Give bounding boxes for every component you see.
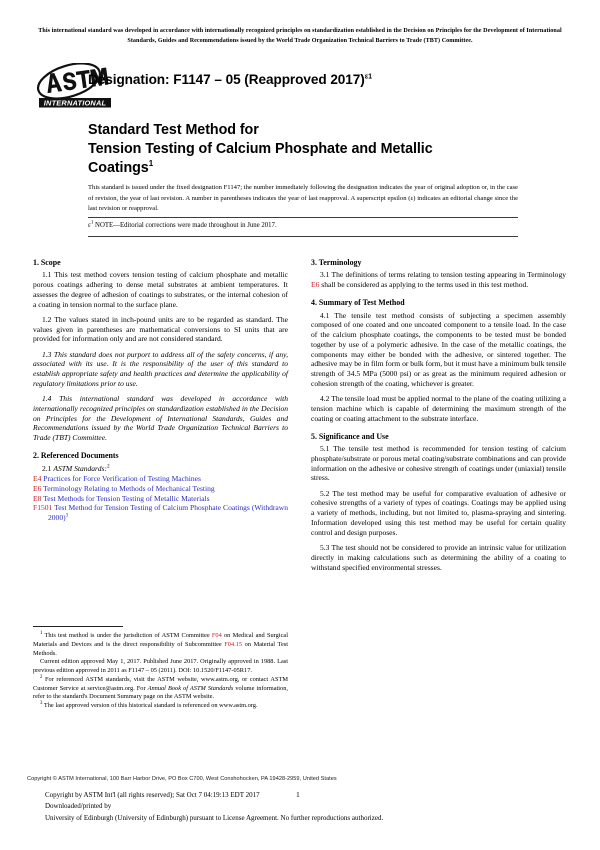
footnote-2-italic: Annual Book of ASTM Standards	[147, 684, 234, 692]
subheading-astm-standards	[33, 464, 288, 474]
divider-below-note	[88, 236, 518, 237]
paragraph-1-4: 1.4 This international standard was developed in accordance with internationally recognized principles on standardization established in the Decision on Principles for the Development of International Standards, Guides and Recommendations issued by the World Trade Organization Technical Barriers to Trade (TBT) Committee.	[33, 394, 288, 443]
fixed-designation-note: This standard is issued under the fixed designation F1147; the number immediately following the designation indicates the year of original adoption or, in the case of revision, the year of last revision. A number in parentheses indicates the year of last reapproval. A superscript epsilon (ε) indicates an editorial change since the last revision or reapproval.	[88, 184, 518, 213]
footnote-3-marker: 3	[40, 700, 43, 706]
section-heading-terminology: 3. Terminology	[311, 258, 362, 267]
designation-row	[33, 63, 567, 111]
title-line-1: Standard Test Method for	[88, 122, 259, 138]
license-line-3: University of Edinburgh (University of Edinburgh) pursuant to License Agreement. No further reproductions authorized.	[45, 813, 384, 822]
reference-id-e4[interactable]: E4	[33, 473, 42, 483]
svg-text:INTERNATIONAL: INTERNATIONAL	[43, 98, 107, 108]
footnote-divider	[33, 626, 123, 627]
paragraph-1-1: 1.1 This test method covers tension testing of calcium phosphate and metallic porous coatings adhering to dense metal substrates at ambient temperatures. It assesses the degree of adhesion of coatings to substrates, or the internal cohesion of a coating in tension normal to the surface plane.	[33, 270, 288, 309]
section-heading-significance: 5. Significance and Use	[311, 431, 389, 441]
footnote-1-part3: on Material Test Methods.	[33, 640, 288, 657]
subheading-footnote-marker: 2	[106, 463, 110, 470]
reference-link-e6-inline[interactable]: E6	[311, 280, 320, 289]
footnote-2	[33, 676, 288, 702]
license-line-2: Downloaded/printed by	[45, 802, 112, 811]
paragraph-3-1-after: shall be considered as applying to the terms used in this test method.	[319, 280, 529, 289]
paragraph-5-2: 5.2 The test method may be useful for comparative evaluation of adhesive or cohesive strengths of a variety of types of coatings. Coatings may be applied using a variety of methods, including, but not limited to, plasma-spraying and sintering. Information developed using this test method may be useful for certain quality control and design purposes.	[311, 488, 566, 537]
footnote-2-part1: For referenced ASTM standards, visit the ASTM website, www.astm.org, or contact ASTM Customer Service at service@astm.org. For	[33, 675, 288, 692]
footnotes-block	[33, 632, 288, 711]
title-line-2: Tension Testing of Calcium Phosphate and Metallic	[88, 140, 433, 157]
subheading-italic-label: ASTM Standards:	[53, 463, 107, 473]
footnote-3-text: The last approved version of this historical standard is referenced on www.astm.org.	[42, 702, 258, 709]
page-number: 1	[296, 790, 300, 799]
footnote-1	[33, 632, 288, 658]
reference-link-e8[interactable]	[33, 494, 288, 504]
designation-text	[88, 72, 372, 87]
paragraph-4-2: 4.2 The tensile load must be applied normal to the plane of the coating utilizing a tension machine which is capable of determining the maximum strength of the coating or coating attachment to the substrate interface.	[311, 394, 566, 423]
divider-above-note	[88, 217, 518, 218]
committee-link-f04[interactable]: F04	[211, 632, 222, 639]
reference-link-f1501[interactable]	[33, 503, 288, 523]
reference-link-e6[interactable]	[33, 484, 288, 494]
referenced-standards-list	[33, 474, 288, 523]
reference-footnote-marker-f1501: 3	[65, 512, 69, 519]
copyright-notice: Copyright © ASTM International, 100 Barr Harbor Drive, PO Box C700, West Conshohocken, PA 19428-2959, United States	[27, 776, 337, 782]
license-block	[45, 790, 545, 824]
footnote-1-marker: 1	[40, 630, 43, 636]
designation-superscript: ε1	[364, 71, 373, 81]
section-heading-scope: 1. Scope	[33, 258, 61, 267]
section-heading-summary: 4. Summary of Test Method	[311, 298, 405, 308]
title-line-3: Coatings	[88, 159, 149, 176]
reference-text-e6[interactable]: Terminology Relating to Methods of Mechanical Testing	[41, 483, 215, 493]
paragraph-4-1: 4.1 The tensile test method consists of subjecting a specimen assembly composed of one coated and one uncoated component to a tensile load. In the case of the calcium phosphate coatings, the components to be tested must be bonded together by use of a polymeric adhesive. In the case of the metallic coatings, the components may either be bonded with the adhesive, or sintered together. The adhesive may be in film form or bulk form, but it must have a minimum bulk tensile strength of 34.5 MPa (5000 psi) or as great as the minimum required adhesion or cohesion strength of the coating, whichever is greater.	[311, 310, 566, 388]
footnote-2-part2: volume information, refer to the standard's Document Summary page on the ASTM website.	[33, 684, 288, 701]
subcommittee-link-f0415[interactable]: F04.15	[224, 640, 243, 648]
paragraph-5-3: 5.3 The test should not be considered to provide an intrinsic value for utilization directly in making calculations such as determining the ability of a coating to withstand specified environmental stresses.	[311, 543, 566, 572]
editorial-note-marker: ε	[88, 222, 91, 229]
editorial-note-text: NOTE—Editorial corrections were made throughout in June 2017.	[93, 222, 277, 229]
footnote-edition-info: Current edition approved May 1, 2017. Published June 2017. Originally approved in 1988. Last previous edition approved in 2011 as F1147 – 05 (2011). DOI: 10.1520/F1147-05R17.	[33, 658, 288, 674]
subheading-number: 2.1	[42, 463, 54, 473]
left-column	[33, 258, 288, 523]
editorial-note-marker-sup: 1	[90, 220, 94, 226]
page-title	[88, 121, 518, 178]
reference-id-f1501[interactable]: F1501	[33, 503, 53, 513]
reference-text-e8[interactable]: Test Methods for Tension Testing of Metallic Materials	[41, 493, 210, 503]
footnote-1-part1: This test method is under the jurisdiction of ASTM Committee	[42, 632, 212, 639]
designation-label: Designation: F1147 – 05 (Reapproved 2017)	[88, 72, 365, 87]
reference-id-e6[interactable]: E6	[33, 483, 42, 493]
footnote-2-marker: 2	[40, 674, 43, 680]
right-column	[311, 258, 566, 572]
footnote-3	[33, 702, 288, 711]
title-footnote-marker: 1	[148, 158, 154, 168]
reference-text-e4[interactable]: Practices for Force Verification of Testing Machines	[41, 473, 201, 483]
paragraph-3-1	[311, 270, 566, 290]
editorial-note	[88, 221, 518, 231]
paragraph-1-3: 1.3 This standard does not purport to address all of the safety concerns, if any, associated with its use. It is the responsibility of the user of this standard to establish appropriate safety and health practices and determine the applicability of regulatory limitations prior to use.	[33, 349, 288, 388]
tbt-banner: This international standard was developed in accordance with internationally recognized principles on standardization established in the Decision on Principles for the Development of International Standards, Guides and Recommendations issued by the World Trade Organization Technical Barriers to Trade (TBT) Committee.	[38, 28, 562, 44]
license-line-1: Copyright by ASTM Int'l (all rights reserved); Sat Oct 7 04:19:13 EDT 2017	[45, 791, 260, 799]
paragraph-3-1-before: 3.1 The definitions of terms relating to tension testing appearing in Terminology	[320, 270, 566, 280]
footnote-1-part2: on Medical and Surgical Materials and Devices and is the direct responsibility of Subcommittee	[33, 632, 288, 648]
reference-id-e8[interactable]: E8	[33, 493, 42, 503]
paragraph-5-1: 5.1 The tensile test method is recommended for tension testing of calcium phosphate/substrate or porous metal coating/substrate combinations and can provide information on the adhesive or cohesive strength of coatings under (uniaxial) tensile stress.	[311, 444, 566, 483]
paragraph-1-2: 1.2 The values stated in inch-pound units are to be regarded as standard. The values given in parentheses are mathematical conversions to SI units that are provided for information only and are not considered standard.	[33, 314, 288, 344]
reference-text-f1501[interactable]: Test Method for Tension Testing of Calcium Phosphate Coatings (Withdrawn 2000)	[48, 503, 288, 523]
reference-link-e4[interactable]	[33, 474, 288, 484]
section-heading-referenced-documents: 2. Referenced Documents	[33, 451, 119, 461]
